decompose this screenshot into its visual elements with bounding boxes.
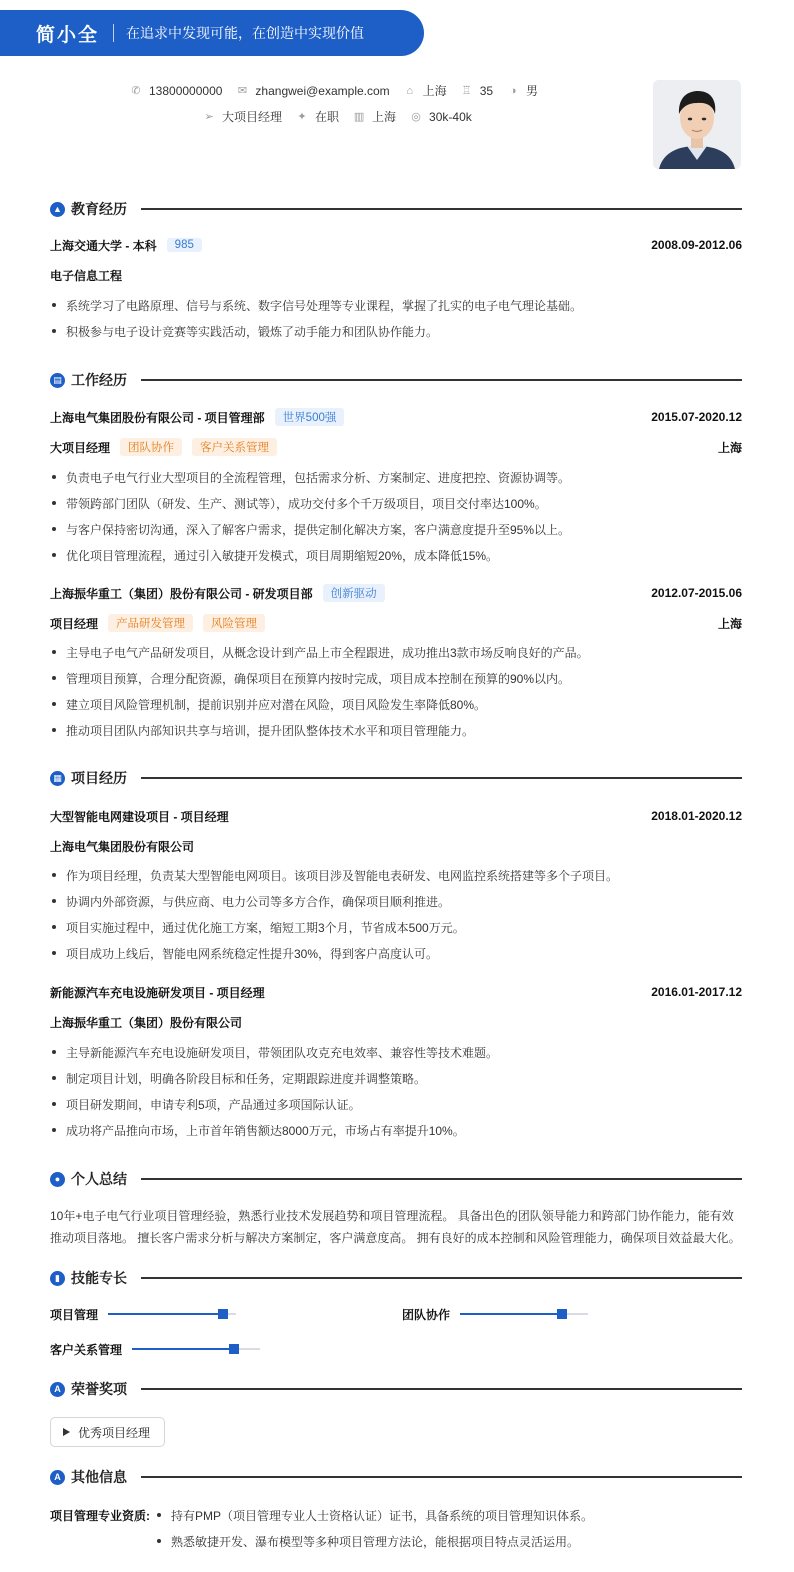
award-icon: A: [50, 1382, 65, 1397]
work-role-row: [50, 614, 742, 632]
honor-item: [50, 1417, 165, 1447]
section-work: [50, 371, 742, 389]
project-name: 新能源汽车充电设施研发项目 - 项目经理: [50, 985, 265, 1000]
contact-job: [203, 108, 282, 125]
profile-photo: [653, 80, 741, 169]
list-item: 主导电子电气产品研发项目，从概念设计到产品上市全程跟进，成功推出3款市场反响良好的产品。: [50, 644, 742, 660]
work-role-row: [50, 438, 742, 456]
summary-line: 10年+电子电气行业项目管理经验，熟悉行业技术发展趋势和项目管理流程。 具备出色的团队领导能力和跨部门协作能力，能有效: [50, 1209, 734, 1223]
skill-bar-knob: [218, 1309, 228, 1319]
list-item: 建立项目风险管理机制，提前识别并应对潜在风险，项目风险发生率降低80%。: [50, 696, 742, 712]
section-education: [50, 200, 742, 218]
school-tag: 985: [167, 238, 202, 252]
work-location: 上海: [717, 440, 742, 455]
work-header: [50, 408, 742, 426]
job-role: 项目经理: [50, 616, 99, 631]
grid-icon: ▦: [50, 771, 65, 786]
list-item: 优化项目管理流程，通过引入敏捷开发模式，项目周期缩短20%，成本降低15%。: [50, 547, 742, 563]
project-header: [50, 807, 742, 825]
section-title: 工作经历: [71, 372, 127, 388]
play-triangle-icon: [63, 1428, 70, 1436]
contact-city: [353, 108, 396, 125]
age-text: 35: [479, 83, 494, 98]
list-item: 管理项目预算，合理分配资源，确保项目在预算内按时完成，项目成本控制在预算的90%以内。: [50, 670, 742, 686]
section-divider: [141, 1388, 742, 1390]
section-title: 其他信息: [71, 1469, 127, 1485]
job-text: 大项目经理: [222, 110, 283, 124]
gender-text: 男: [526, 84, 539, 98]
job-role: 大项目经理: [50, 440, 111, 455]
company-tag: 世界500强: [275, 408, 345, 426]
section-title: 技能专长: [71, 1270, 127, 1286]
building-icon: ▥: [353, 110, 365, 123]
status-icon: ✦: [297, 110, 307, 123]
contact-salary: [410, 110, 472, 124]
skill-name: 项目管理: [50, 1307, 99, 1322]
list-item: 带领跨部门团队（研发、生产、测试等），成功交付多个千万级项目，项目交付率达100%。: [50, 495, 742, 511]
list-item: 系统学习了电路原理、信号与系统、数字信号处理等专业课程，掌握了扎实的电子电气理论基础。: [50, 297, 742, 313]
section-other: [50, 1468, 742, 1486]
city-text: 上海: [372, 110, 397, 124]
honor-label: 优秀项目经理: [78, 1425, 151, 1440]
cake-icon: ♖: [461, 84, 472, 97]
list-item: 与客户保持密切沟通，深入了解客户需求，提供定制化解决方案，客户满意度提升至95%以上。: [50, 521, 742, 537]
contact-gender: [507, 82, 538, 99]
list-item: 项目成功上线后，智能电网系统稳定性提升30%，得到客户高度认可。: [50, 945, 742, 961]
list-item: 制定项目计划，明确各阶段目标和任务，定期跟踪进度并调整策略。: [50, 1070, 742, 1086]
project-date: 2016.01-2017.12: [651, 985, 742, 999]
qualification-label: 项目管理专业资质:: [50, 1509, 150, 1523]
briefcase-icon: ▤: [50, 373, 65, 388]
company-tag: 创新驱动: [323, 584, 385, 602]
contact-phone: [130, 84, 222, 98]
contact-location: [404, 82, 447, 99]
section-summary: [50, 1170, 742, 1188]
work-header: [50, 584, 742, 602]
list-item: 项目实施过程中，通过优化施工方案，缩短工期3个月，节省成本500万元。: [50, 919, 742, 935]
section-divider: [141, 1476, 742, 1478]
section-divider: [141, 208, 742, 210]
gender-icon: ◑: [509, 84, 517, 97]
skill-bar-knob: [557, 1309, 567, 1319]
candidate-name: 简小全: [36, 24, 100, 46]
header-banner: [0, 10, 424, 56]
phone-icon: ✆: [131, 84, 141, 97]
skill-name: 客户关系管理: [50, 1342, 123, 1357]
list-item: 积极参与电子设计竞赛等实践活动，锻炼了动手能力和团队协作能力。: [50, 323, 742, 339]
summary-text: [50, 1205, 744, 1249]
education-header: [50, 236, 742, 254]
home-icon: ⌂: [406, 84, 413, 97]
school-name: 上海交通大学 - 本科: [50, 238, 157, 253]
contact-email: [236, 84, 389, 98]
salary-icon: ◎: [411, 110, 421, 123]
section-title: 项目经历: [71, 770, 127, 786]
company-name: 上海电气集团股份有限公司 - 项目管理部: [50, 410, 265, 425]
send-icon: ➢: [204, 110, 214, 123]
contact-status: [296, 108, 339, 125]
work-date: 2012.07-2015.06: [651, 586, 742, 600]
banner-divider: [113, 24, 114, 42]
contact-row-1: [130, 82, 552, 99]
list-item: 成功将产品推向市场，上市首年销售额达8000万元，市场占有率提升10%。: [50, 1122, 742, 1138]
email-text: zhangwei@example.com: [255, 83, 390, 98]
skill-item: [50, 1306, 236, 1322]
section-project: [50, 769, 742, 787]
skill-tag: 风险管理: [203, 614, 265, 632]
list-item: 持有PMP（项目管理专业人士资格认证）证书，具备系统的项目管理知识体系。: [155, 1507, 745, 1523]
bar-chart-icon: ▮: [50, 1271, 65, 1286]
phone-text: 13800000000: [149, 83, 223, 98]
info-icon: A: [50, 1470, 65, 1485]
section-divider: [141, 777, 742, 779]
list-item: 熟悉敏捷开发、瀑布模型等多种项目管理方法论，能根据项目特点灵活运用。: [155, 1533, 745, 1549]
project-date: 2018.01-2020.12: [651, 809, 742, 823]
skill-bar: [460, 1313, 588, 1315]
list-item: 负责电子电气行业大型项目的全流程管理，包括需求分析、方案制定、进度把控、资源协调等。: [50, 469, 742, 485]
section-skills: [50, 1269, 742, 1287]
skill-name: 团队协作: [402, 1307, 451, 1322]
contact-age: [461, 84, 493, 98]
list-item: 作为项目经理，负责某大型智能电网项目。该项目涉及智能电表研发、电网监控系统搭建等多个子项目。: [50, 867, 742, 883]
list-item: 主导新能源汽车充电设施研发项目，带领团队攻克充电效率、兼容性等技术难题。: [50, 1044, 742, 1060]
list-item: 推动项目团队内部知识共享与培训，提升团队整体技术水平和项目管理能力。: [50, 722, 742, 738]
skill-item: [50, 1341, 260, 1357]
section-honors: [50, 1380, 742, 1398]
major: 电子信息工程: [50, 269, 123, 283]
graduation-cap-icon: ▲: [50, 202, 65, 217]
mail-icon: ✉: [237, 84, 248, 97]
contact-row-2: [203, 108, 486, 125]
status-text: 在职: [315, 110, 340, 124]
work-date: 2015.07-2020.12: [651, 410, 742, 424]
section-divider: [141, 1178, 742, 1180]
section-title: 教育经历: [71, 201, 127, 217]
skill-item: [402, 1306, 588, 1322]
list-item: 协调内外部资源，与供应商、电力公司等多方合作，确保项目顺利推进。: [50, 893, 742, 909]
section-divider: [141, 1277, 742, 1279]
skill-tag: 客户关系管理: [192, 438, 277, 456]
education-date: 2008.09-2012.06: [651, 238, 742, 252]
motto: 在追求中发现可能，在创造中实现价值: [126, 25, 365, 41]
project-org: 上海振华重工（集团）股份有限公司: [50, 1016, 243, 1030]
skill-bar-knob: [229, 1344, 239, 1354]
skill-bar: [108, 1313, 236, 1315]
person-icon: ●: [50, 1172, 65, 1187]
project-org: 上海电气集团股份有限公司: [50, 840, 195, 854]
location-text: 上海: [422, 84, 447, 98]
section-title: 个人总结: [71, 1171, 127, 1187]
skill-bar: [132, 1348, 260, 1350]
section-title: 荣誉奖项: [71, 1381, 127, 1397]
salary-text: 30k-40k: [429, 109, 472, 124]
skill-tag: 产品研发管理: [108, 614, 193, 632]
project-header: [50, 983, 742, 1001]
project-name: 大型智能电网建设项目 - 项目经理: [50, 809, 229, 824]
company-name: 上海振华重工（集团）股份有限公司 - 研发项目部: [50, 586, 313, 601]
summary-line: 推动项目落地。 擅长客户需求分析与解决方案制定，客户满意度高。 拥有良好的成本控制和风险管理能力，确保项目效益最大化。: [50, 1231, 741, 1245]
work-location: 上海: [717, 616, 742, 631]
list-item: 项目研发期间，申请专利5项，产品通过多项国际认证。: [50, 1096, 742, 1112]
avatar-portrait: [653, 80, 741, 169]
section-divider: [141, 379, 742, 381]
skill-tag: 团队协作: [120, 438, 182, 456]
